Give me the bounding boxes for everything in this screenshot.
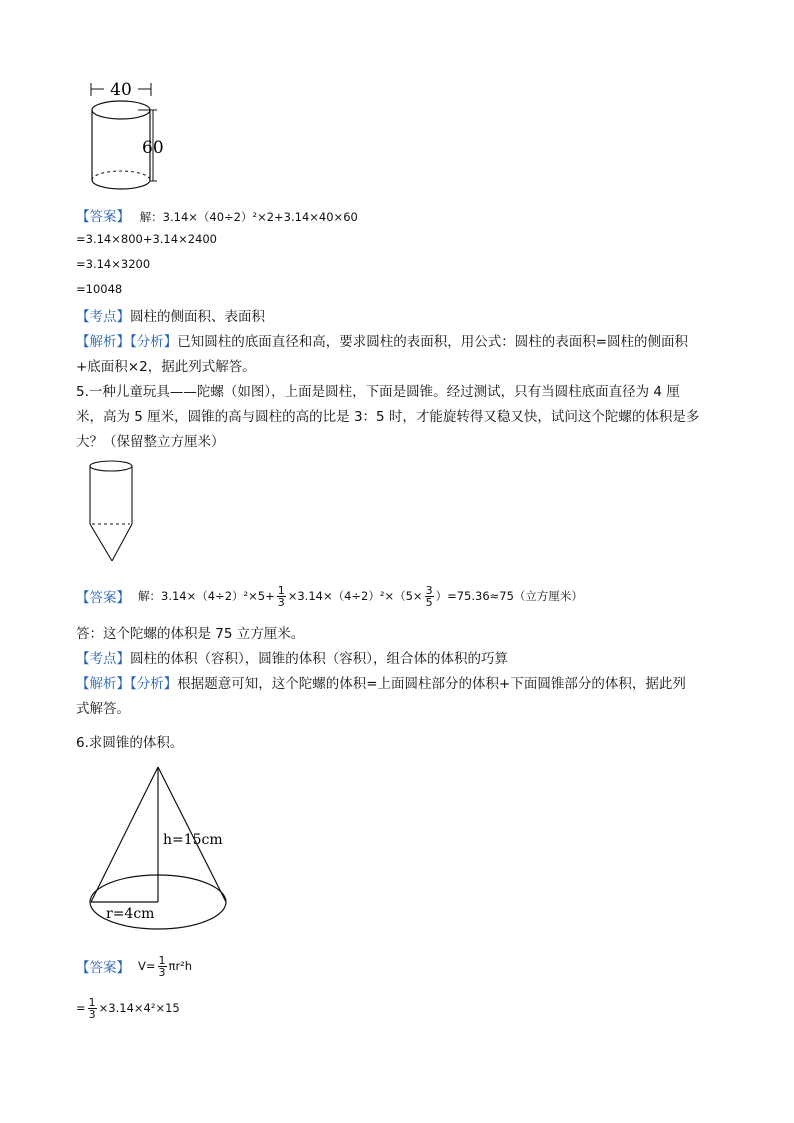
q5-jiexi-line-2: 式解答。	[76, 701, 130, 717]
q5-jiexi-line-1	[76, 672, 686, 692]
q5-question-line-3: 大？（保留整立方厘米）	[76, 434, 225, 450]
line2-prefix: =	[76, 1001, 86, 1015]
q5-kaodian	[76, 647, 508, 667]
kaodian-tag: 【考点】	[76, 309, 130, 325]
fraction-one-third	[158, 955, 167, 978]
kaodian-text: 圆柱的体积（容积），圆锥的体积（容积），组合体的体积的巧算	[130, 651, 508, 667]
q4-jiexi-line-1	[76, 330, 688, 350]
q5-da-line: 答：这个陀螺的体积是 75 立方厘米。	[76, 626, 305, 642]
jiexi-tag: 【解析】	[76, 676, 130, 692]
q4-jiexi-line-2: +底面积×2，据此列式解答。	[76, 359, 256, 375]
answer-tag: 【答案】	[76, 209, 130, 225]
spinning-top-figure	[85, 458, 145, 566]
answer-part-b: ×3.14×（4÷2）²×（5×	[287, 589, 423, 603]
q4-answer-line-4: =10048	[76, 282, 123, 296]
q5-question-line-2: 米，高为 5 厘米，圆锥的高与圆柱的高的比是 3：5 时，才能旋转得又稳又快，试问这个陀螺的体积是多	[76, 409, 700, 425]
cone-figure	[86, 762, 232, 934]
answer-part-c: ）=75.36≈75（立方厘米）	[435, 589, 583, 603]
frac-num: 1	[158, 953, 166, 967]
q6-answer-line-1	[76, 950, 192, 982]
q6-answer-line-2	[76, 992, 180, 1024]
frac-den: 3	[158, 965, 166, 979]
cone-height-label: h=15cm	[163, 832, 223, 848]
kaodian-text: 圆柱的侧面积、表面积	[130, 309, 265, 325]
frac-num: 1	[88, 995, 96, 1009]
frac-num: 1	[277, 583, 285, 597]
q4-answer-line-2: =3.14×800+3.14×2400	[76, 232, 217, 246]
formula-suffix: πr²h	[168, 959, 193, 973]
fraction-three-fifths	[425, 585, 434, 608]
answer-tag: 【答案】	[76, 960, 130, 976]
q4-kaodian	[76, 305, 265, 325]
frac-den: 5	[425, 595, 433, 609]
q6-question: 6.求圆锥的体积。	[76, 735, 184, 751]
cylinder-top-label: 40	[110, 80, 132, 100]
q4-answer-line-3: =3.14×3200	[76, 257, 151, 271]
q4-answer-line-1	[76, 205, 358, 225]
answer-text: 解：3.14×（40÷2）²×2+3.14×40×60	[139, 210, 358, 224]
q5-answer	[76, 580, 583, 612]
cylinder-figure	[80, 76, 180, 194]
answer-tag: 【答案】	[76, 590, 130, 606]
answer-part-a: 解：3.14×（4÷2）²×5+	[138, 589, 275, 603]
fraction-one-third	[88, 997, 97, 1020]
fraction-one-third	[277, 585, 286, 608]
line2-suffix: ×3.14×4²×15	[98, 1001, 180, 1015]
jiexi-text: 根据题意可知，这个陀螺的体积=上面圆柱部分的体积+下面圆锥部分的体积，据此列	[177, 676, 686, 692]
jiexi-text: 已知圆柱的底面直径和高，要求圆柱的表面积，用公式：圆柱的表面积=圆柱的侧面积	[177, 334, 689, 350]
frac-den: 3	[88, 1007, 96, 1021]
formula-prefix: V=	[138, 959, 156, 973]
frac-den: 3	[277, 595, 285, 609]
kaodian-tag: 【考点】	[76, 651, 130, 667]
jiexi-tag: 【解析】	[76, 334, 130, 350]
cylinder-side-label: 60	[142, 138, 164, 158]
frac-num: 3	[425, 583, 433, 597]
cone-radius-label: r=4cm	[106, 906, 155, 922]
fenxi-tag: 【分析】	[130, 676, 178, 692]
q5-question-line-1: 5.一种儿童玩具——陀螺（如图），上面是圆柱，下面是圆锥。经过测试，只有当圆柱底面直径为 4 厘	[76, 384, 680, 400]
fenxi-tag: 【分析】	[130, 334, 178, 350]
